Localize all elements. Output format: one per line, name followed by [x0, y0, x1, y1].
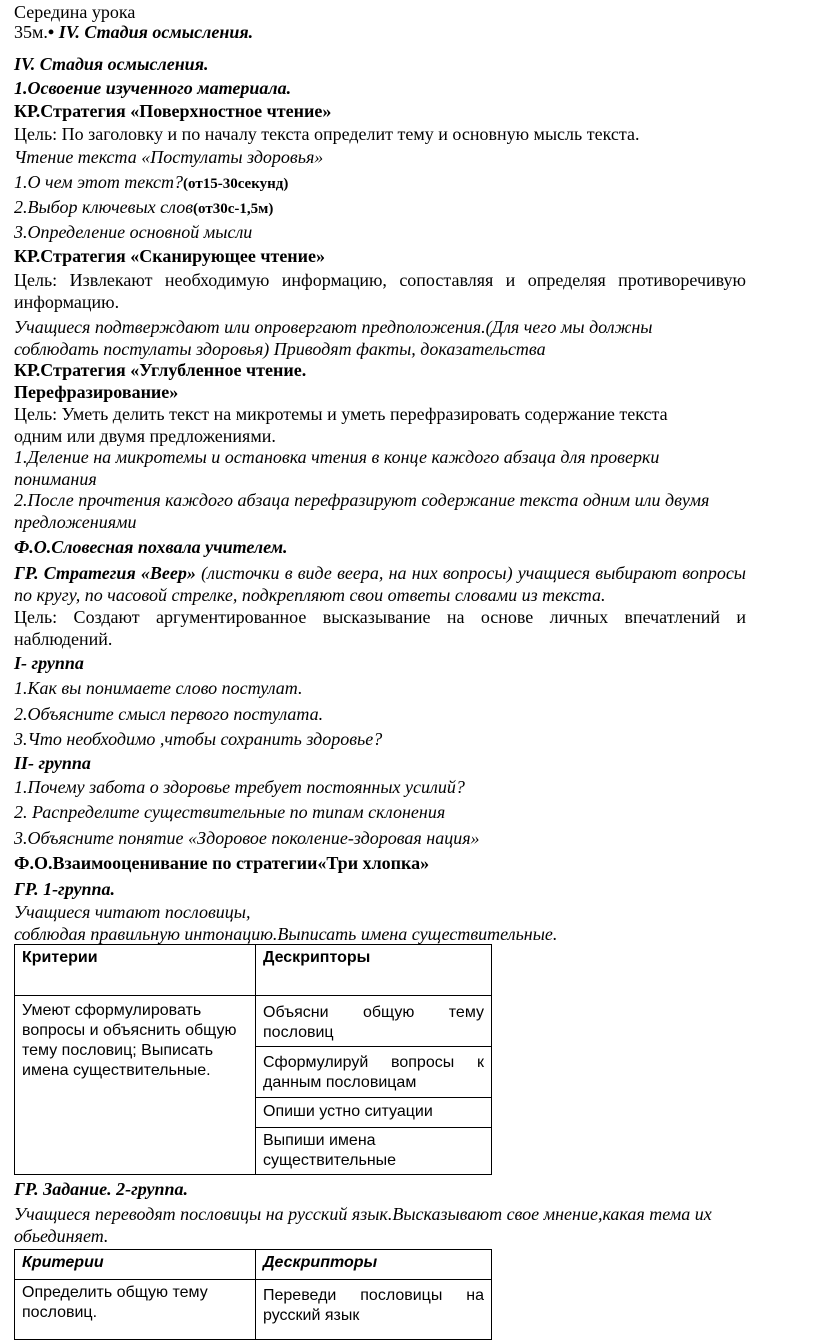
table-header-row — [15, 1250, 492, 1280]
group-1-question: 1.Как вы понимаете слово постулат. — [14, 678, 303, 698]
group-1-question: 2.Объясните смысл первого постулата. — [14, 704, 324, 724]
table-header-cell: Дескрипторы — [256, 945, 492, 996]
feedback-praise: Ф.О.Словесная похвала учителем. — [14, 537, 288, 557]
group-2-question: 3.Объясните понятие «Здоровое поколение-здоровая нация» — [14, 828, 480, 848]
table-row — [15, 996, 492, 1047]
deep-reading-step-2: 2.После прочтения каждого абзаца перефразируют содержание текста одним или двумя предложениями — [14, 490, 710, 532]
task-1-line-2: соблюдая правильную интонацию.Выписать имена существительные. — [14, 924, 558, 944]
group-2-question: 1.Почему забота о здоровье требует постоянных усилий? — [14, 777, 465, 797]
deep-reading-goal: Цель: Уметь делить текст на микротемы и уметь перефразировать содержание текста одним или двумя предложениями. — [14, 404, 668, 446]
descriptor-cell: Опиши устно ситуации — [256, 1098, 492, 1128]
descriptor-cell: Выпиши имена существительные — [256, 1128, 492, 1175]
criteria-table-2 — [14, 1249, 492, 1340]
surface-step-3: 3.Определение основной мысли — [14, 222, 253, 242]
fan-strategy-goal: Цель: Создают аргументированное высказывание на основе личных впечатлений и наблюдений. — [14, 607, 746, 649]
stage-heading: IV. Стадия осмысления. — [14, 54, 209, 74]
task-1-line-1: Учащиеся читают пословицы, — [14, 902, 251, 922]
task-2-title: ГР. Задание. 2-группа. — [14, 1179, 189, 1199]
fan-strategy-title: ГР. Стратегия «Веер» — [14, 563, 196, 583]
task-2-description: Учащиеся переводят пословицы на русский язык.Высказывают свое мнение,какая тема их обьединяет. — [14, 1204, 712, 1246]
surface-step-2: 2.Выбор ключевых слов(от30с-1,5м) — [14, 197, 274, 217]
surface-step-1: 1.О чем этот текст?(от15-30секунд) — [14, 172, 289, 192]
peer-assessment: Ф.О.Взаимооценивание по стратегии«Три хлопка» — [14, 853, 430, 873]
group-2-title: II- группа — [14, 753, 91, 773]
descriptor-cell: Сформулируй вопросы к данным пословицам — [256, 1047, 492, 1098]
group-2-question: 2. Распределите существительные по типам склонения — [14, 802, 446, 822]
time-stage-line — [14, 21, 253, 43]
descriptor-cell: Переведи пословицы на русский язык — [256, 1280, 492, 1340]
group-1-question: 3.Что необходимо ,чтобы сохранить здоровье? — [14, 729, 383, 749]
table-row — [15, 1280, 492, 1340]
deep-reading-step-1: 1.Деление на микротемы и остановка чтения в конце каждого абзаца для проверки понимания — [14, 447, 660, 489]
table-header-cell: Критерии — [15, 945, 256, 996]
lesson-phase-label: Середина урока — [14, 2, 136, 22]
fan-strategy-paragraph — [14, 562, 746, 606]
criteria-cell: Определить общую тему пословиц. — [15, 1280, 256, 1340]
descriptor-cell: Объясни общую тему пословиц — [256, 996, 492, 1047]
criteria-table-1 — [14, 944, 492, 1175]
bullet-icon: • — [47, 22, 55, 42]
group-1-title: I- группа — [14, 653, 84, 673]
surface-reading-title: КР.Стратегия «Поверхностное чтение» — [14, 101, 332, 121]
fan-strategy-description: (листочки в виде веера, на них вопросы) учащиеся выбирают вопросы по кругу, по часовой стрелке, подкрепляют свои ответы словами из текста. — [14, 563, 746, 605]
task-1-title: ГР. 1-группа. — [14, 879, 115, 899]
deep-reading-title-1: КР.Стратегия «Углубленное чтение. — [14, 360, 307, 380]
deep-reading-title-2: Перефразирование» — [14, 382, 179, 402]
time-label: 35м. — [14, 22, 48, 42]
scanning-reading-goal: Цель: Извлекают необходимую информацию, сопоставляя и определяя противоречивую информацию. — [14, 270, 746, 312]
surface-reading-goal: Цель: По заголовку и по началу текста определит тему и основную мысль текста. — [14, 124, 640, 144]
table-header-cell: Критерии — [15, 1250, 256, 1280]
mastering-heading: 1.Освоение изученного материала. — [14, 78, 292, 98]
text-title: Чтение текста «Постулаты здоровья» — [14, 147, 324, 167]
table-header-cell: Дескрипторы — [256, 1250, 492, 1280]
scanning-reading-title: КР.Стратегия «Сканирующее чтение» — [14, 246, 326, 266]
stage-title-inline: IV. Стадия осмысления. — [58, 22, 254, 42]
criteria-cell: Умеют сформулировать вопросы и объяснить общую тему пословиц; Выписать имена существительные. — [15, 996, 256, 1175]
table-header-row — [15, 945, 492, 996]
scanning-reading-note: Учащиеся подтверждают или опровергают предположения.(Для чего мы должны соблюдать постулаты здоровья) Приводят факты, доказательства — [14, 317, 653, 359]
